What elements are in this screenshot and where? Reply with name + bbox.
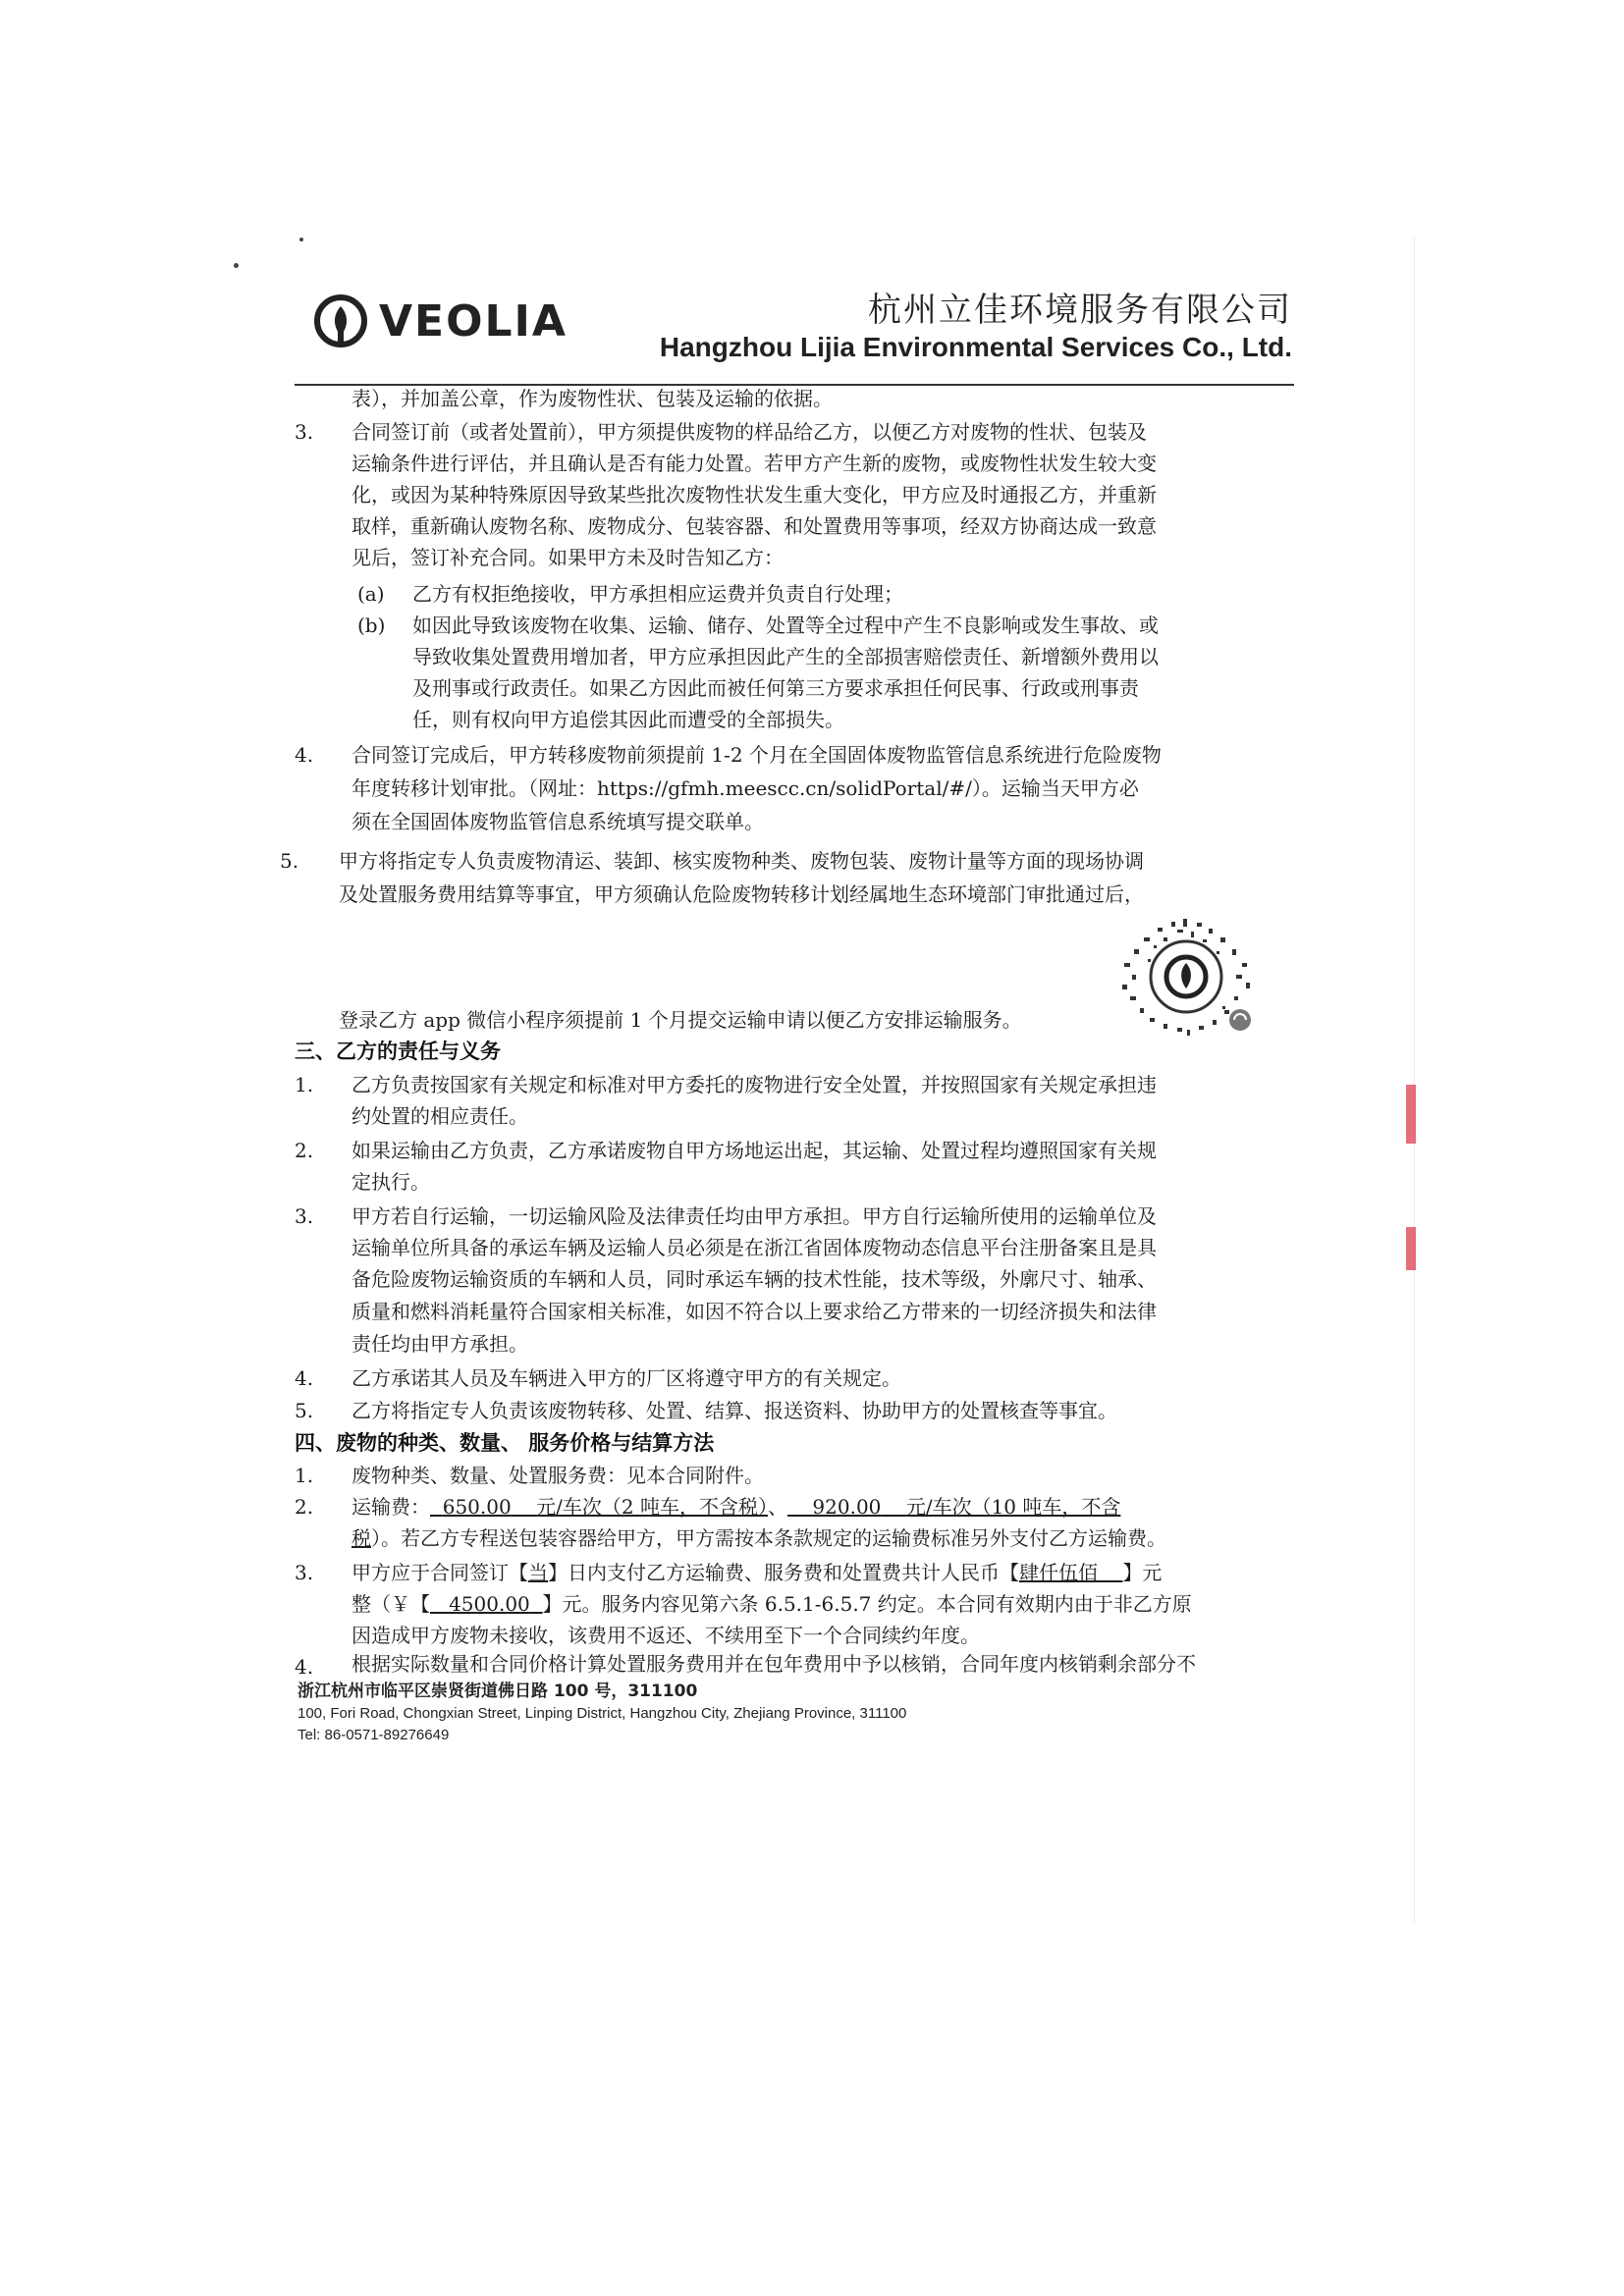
wechat-mini-program-qr-code[interactable] <box>1114 916 1258 1040</box>
company-name-cn: 杭州立佳环境服务有限公司 <box>868 291 1292 330</box>
clause-line: 废物种类、数量、处置服务费：见本合同附件。 <box>352 1464 764 1487</box>
logo-wordmark: VEOLIA <box>379 295 568 347</box>
clause-line: 取样，重新确认废物名称、废物成分、包装容器、和处置费用等事项，经双方协商达成一致意 <box>352 514 1157 538</box>
scan-edge-line <box>1414 236 1415 1924</box>
clause-line: 约处置的相应责任。 <box>352 1104 528 1128</box>
clause-number: 3. <box>295 1561 314 1584</box>
transport-fee-line <box>352 1494 1120 1520</box>
clause-number: 3. <box>295 1204 314 1228</box>
clause-line: 运输单位所具备的承运车辆及运输人员必须是在浙江省固体废物动态信息平台注册备案且是具 <box>352 1236 1157 1259</box>
clause-line: 须在全国固体废物监管信息系统填写提交联单。 <box>352 810 764 833</box>
carry-over-line: 表），并加盖公章，作为废物性状、包装及运输的依据。 <box>352 387 833 410</box>
payment-line-2: 整（￥【 4500.00 】元。服务内容见第六条 6.5.1-6.5.7 约定。本合同有效期内由于非乙方原 <box>352 1592 1192 1616</box>
clause-number: 4. <box>295 1655 314 1679</box>
clause-line: 年度转移计划审批。（网址：https://gfmh.meescc.cn/solidPortal/#/）。运输当天甲方必 <box>352 776 1139 800</box>
clause-number: 1. <box>295 1464 314 1487</box>
scan-speck <box>299 238 303 241</box>
clause-line: 根据实际数量和合同价格计算处置服务费用并在包年费用中予以核销，合同年度内核销剩余部分不 <box>352 1652 1196 1676</box>
clause-line: 及处置服务费用结算等事宜，甲方须确认危险废物转移计划经属地生态环境部门审批通过后， <box>339 882 1144 906</box>
payment-line-3: 因造成甲方废物未接收，该费用不返还、不续用至下一个合同续约年度。 <box>352 1624 980 1647</box>
clause-line: 乙方负责按国家有关规定和标准对甲方委托的废物进行安全处置，并按照国家有关规定承担违 <box>352 1073 1157 1096</box>
scan-speck <box>234 263 239 268</box>
clause-line: 化，或因为某种特殊原因导致某些批次废物性状发生重大变化，甲方应及时通报乙方，并重新 <box>352 483 1157 507</box>
company-name-en: Hangzhou Lijia Environmental Services Co., Ltd. <box>659 332 1292 362</box>
sub-clause-line: 如因此导致该废物在收集、运输、储存、处置等全过程中产生不良影响或发生事故、或 <box>412 614 1159 637</box>
footer-telephone: Tel: 86-0571-89276649 <box>298 1727 450 1743</box>
transport-fee-label: 运输费： <box>352 1495 430 1519</box>
payment-line: 甲方应于合同签订【当】日内支付乙方运输费、服务费和处置费共计人民币【肆仟伍佰 】元 <box>352 1561 1163 1584</box>
clause-number: 4. <box>295 1366 314 1390</box>
clause-line: 见后，签订补充合同。如果甲方未及时告知乙方： <box>352 546 784 569</box>
clause-line: 运输条件进行评估，并且确认是否有能力处置。若甲方产生新的废物，或废物性状发生较大变 <box>352 452 1157 475</box>
clause-line: 合同签订完成后，甲方转移废物前须提前 1-2 个月在全国固体废物监管信息系统进行危险废物 <box>352 743 1162 767</box>
clause-line: 甲方若自行运输，一切运输风险及法律责任均由甲方承担。甲方自行运输所使用的运输单位及 <box>352 1204 1157 1228</box>
sub-clause-line: 及刑事或行政责任。如果乙方因此而被任何第三方要求承担任何民事、行政或刑事责 <box>412 676 1139 700</box>
clause-line: 责任均由甲方承担。 <box>352 1332 528 1356</box>
clause-number: 1. <box>295 1073 314 1096</box>
transport-fee-line-2: 税）。若乙方专程送包装容器给甲方，甲方需按本条款规定的运输费标准另外支付乙方运输费。 <box>352 1526 1166 1550</box>
clause-line: 备危险废物运输资质的车辆和人员，同时承运车辆的技术性能，技术等级，外廓尺寸、轴承、 <box>352 1267 1157 1291</box>
clause-line: 合同签订前（或者处置前），甲方须提供废物的样品给乙方，以便乙方对废物的性状、包装及 <box>352 420 1147 444</box>
clause-number: 3. <box>295 420 314 444</box>
sub-clause-line: 导致收集处置费用增加者，甲方应承担因此产生的全部损害赔偿责任、新增额外费用以 <box>412 645 1159 668</box>
seal-edge-mark <box>1406 1227 1416 1270</box>
seal-edge-mark <box>1406 1085 1416 1144</box>
payment-amount-words: 肆仟伍佰 <box>1019 1561 1098 1584</box>
clause-line: 甲方将指定专人负责废物清运、装卸、核实废物种类、废物包装、废物计量等方面的现场协调 <box>339 849 1144 873</box>
footer-address-cn: 浙江杭州市临平区崇贤街道佛日路 100 号，311100 <box>298 1682 698 1701</box>
clause-number: 2. <box>295 1495 314 1519</box>
clause-line: 如果运输由乙方负责，乙方承诺废物自甲方场地运出起，其运输、处置过程均遵照国家有关规 <box>352 1139 1157 1162</box>
clause-line: 定执行。 <box>352 1170 430 1194</box>
payment-days: 当 <box>528 1561 548 1584</box>
sub-clause-label: (b) <box>357 614 386 637</box>
payment-amount-number: 4500.00 <box>449 1592 530 1616</box>
veolia-logo <box>312 287 568 355</box>
clause-line: 乙方将指定专人负责该废物转移、处置、结算、报送资料、协助甲方的处置核查等事宜。 <box>352 1399 1117 1422</box>
clause-number: 2. <box>295 1139 314 1162</box>
clause-number: 5. <box>295 1399 314 1422</box>
clause-number: 5. <box>280 849 299 873</box>
clause-line: 登录乙方 app 微信小程序须提前 1 个月提交运输申请以便乙方安排运输服务。 <box>339 1008 1022 1032</box>
footer-address-en: 100, Fori Road, Chongxian Street, Linping District, Hangzhou City, Zhejiang Province, 311100 <box>298 1705 907 1722</box>
clause-line: 乙方承诺其人员及车辆进入甲方的厂区将遵守甲方的有关规定。 <box>352 1366 901 1390</box>
transport-fee-small-truck: 650.00 元/车次（2 吨车，不含税） <box>442 1495 768 1519</box>
veolia-logo-icon <box>312 293 369 349</box>
sub-clause-line: 任，则有权向甲方追偿其因此而遭受的全部损失。 <box>412 708 844 731</box>
sub-clause-label: (a) <box>357 582 385 606</box>
fee-separator: 、 <box>767 1495 787 1519</box>
clause-line: 质量和燃料消耗量符合国家相关标准，如因不符合以上要求给乙方带来的一切经济损失和法律 <box>352 1300 1157 1323</box>
transport-fee-large-truck: 920.00 元/车次（10 吨车，不含 <box>812 1495 1121 1519</box>
sub-clause-line: 乙方有权拒绝接收，甲方承担相应运费并负责自行处理； <box>412 582 903 606</box>
section-heading: 四、废物的种类、数量、 服务价格与结算方法 <box>295 1430 715 1455</box>
clause-number: 4. <box>295 743 314 767</box>
section-heading: 三、乙方的责任与义务 <box>295 1039 501 1063</box>
